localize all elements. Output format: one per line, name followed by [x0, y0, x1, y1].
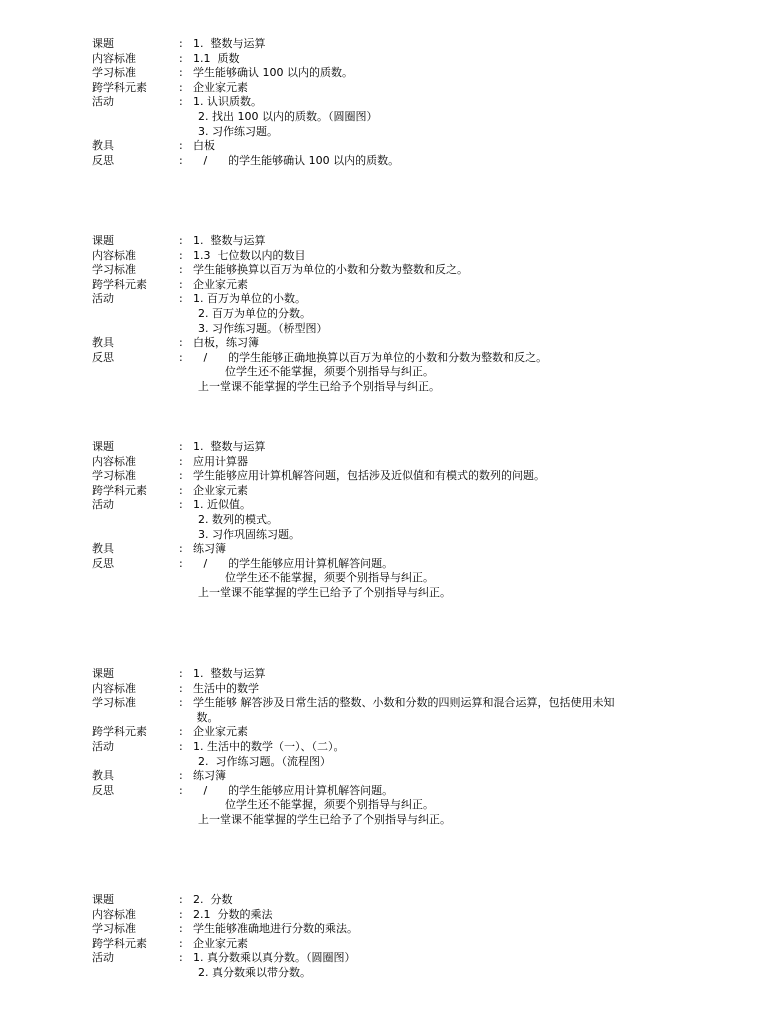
- cross-curricular-label: 跨学科元素: [92, 936, 147, 950]
- activity-row: 活动 : 1. 生活中的数学（一）、（二）。: [92, 740, 712, 755]
- activity-label: 活动: [92, 739, 114, 753]
- activity-item: 3. 习作巩固练习题。: [198, 527, 300, 541]
- cross-curricular-label: 跨学科元素: [92, 80, 147, 94]
- content-standard-value: 应用计算器: [193, 454, 248, 468]
- topic-label: 课题: [92, 37, 114, 50]
- lesson-plan-5: [92, 893, 712, 981]
- reflection-row: 反思 : / 的学生能够正确地换算以百万为单位的小数和分数为整数和反之。: [92, 351, 712, 366]
- content-standard-value: 2.1 分数的乘法: [193, 907, 273, 921]
- cross-curricular-value: 企业家元素: [193, 277, 248, 291]
- topic-row: 课题 : 1. 整数与运算: [92, 440, 712, 455]
- reflection-label: 反思: [92, 350, 114, 364]
- cross-curricular-row: 跨学科元素 : 企业家元素: [92, 484, 712, 499]
- content-standard-label: 内容标准: [92, 248, 136, 262]
- learning-standard-value: 学生能够确认 100 以内的质数。: [193, 66, 353, 80]
- content-standard-label: 内容标准: [92, 907, 136, 921]
- activity-row: 活动 : 1. 近似值。: [92, 498, 712, 513]
- cross-curricular-value: 企业家元素: [193, 483, 248, 497]
- activity-label: 活动: [92, 95, 114, 109]
- reflection-label: 反思: [92, 783, 114, 797]
- cross-curricular-row: 跨学科元素 : 企业家元素: [92, 278, 712, 293]
- content-standard-value: 生活中的数学: [193, 681, 259, 695]
- topic-value: 1. 整数与运算: [193, 667, 266, 680]
- topic-value: 1. 整数与运算: [193, 37, 266, 50]
- learning-standard-label: 学习标准: [92, 696, 136, 710]
- activity-item: 1. 真分数乘以真分数。（圆圈图）: [193, 951, 356, 965]
- cross-curricular-value: 企业家元素: [193, 725, 248, 739]
- topic-label: 课题: [92, 440, 114, 453]
- learning-standard-value: 学生能够 解答涉及日常生活的整数、小数和分数的四则运算和混合运算，包括使用未知: [193, 696, 615, 710]
- learning-standard-row: 学习标准 : 学生能够换算以百万为单位的小数和分数为整数和反之。: [92, 263, 712, 278]
- cross-curricular-value: 企业家元素: [193, 936, 248, 950]
- teaching-aids-row: 教具 : 练习簿: [92, 542, 712, 557]
- learning-standard-row: 学习标准 : 学生能够 解答涉及日常生活的整数、小数和分数的四则运算和混合运算，包括使用未知: [92, 696, 712, 711]
- activity-item: 2. 真分数乘以带分数。: [198, 965, 311, 979]
- lesson-plan-1: [92, 37, 712, 168]
- activity-item: 2. 数列的模式。: [198, 512, 278, 526]
- content-standard-row: 内容标准 : 1.3 七位数以内的数目: [92, 249, 712, 264]
- topic-row: 课题 : 1. 整数与运算: [92, 234, 712, 249]
- reflection-note: 上一堂课不能掌握的学生已给予了个别指导与纠正。: [198, 812, 451, 826]
- reflection-note: 位学生还不能掌握，须要个别指导与纠正。: [225, 571, 434, 585]
- cross-curricular-label: 跨学科元素: [92, 483, 147, 497]
- learning-standard-continuation: 数。: [193, 710, 219, 724]
- content-standard-row: 内容标准 : 1.1 质数: [92, 52, 712, 67]
- reflection-row: 反思 : / 的学生能够应用计算机解答问题。: [92, 784, 712, 799]
- topic-label: 课题: [92, 667, 114, 680]
- content-standard-value: 1.3 七位数以内的数目: [193, 248, 306, 262]
- topic-value: 2. 分数: [193, 893, 233, 906]
- topic-row: 课题 : 1. 整数与运算: [92, 667, 712, 682]
- learning-standard-label: 学习标准: [92, 922, 136, 936]
- learning-standard-value: 学生能够应用计算机解答问题，包括涉及近似值和有模式的数列的问题。: [193, 469, 545, 483]
- topic-value: 1. 整数与运算: [193, 234, 266, 247]
- learning-standard-row: 学习标准 : 学生能够准确地进行分数的乘法。: [92, 922, 712, 937]
- lesson-plan-3: [92, 440, 712, 601]
- reflection-note: 位学生还不能掌握，须要个别指导与纠正。: [225, 365, 434, 379]
- reflection-note: 上一堂课不能掌握的学生已给予个别指导与纠正。: [198, 379, 440, 393]
- content-standard-row: 内容标准 : 2.1 分数的乘法: [92, 908, 712, 923]
- learning-standard-label: 学习标准: [92, 469, 136, 483]
- teaching-aids-value: 白板: [193, 139, 215, 153]
- lesson-plan-2: [92, 234, 712, 395]
- teaching-aids-row: 教具 : 白板: [92, 139, 712, 154]
- teaching-aids-value: 白板，练习簿: [193, 336, 259, 350]
- activity-item: 3. 习作练习题。: [198, 124, 278, 138]
- teaching-aids-label: 教具: [92, 769, 114, 783]
- cross-curricular-label: 跨学科元素: [92, 725, 147, 739]
- activity-label: 活动: [92, 292, 114, 306]
- reflection-note: 上一堂课不能掌握的学生已给予了个别指导与纠正。: [198, 585, 451, 599]
- reflection-value: / 的学生能够正确地换算以百万为单位的小数和分数为整数和反之。: [193, 350, 548, 364]
- cross-curricular-value: 企业家元素: [193, 80, 248, 94]
- learning-standard-value: 学生能够换算以百万为单位的小数和分数为整数和反之。: [193, 263, 468, 277]
- cross-curricular-label: 跨学科元素: [92, 277, 147, 291]
- teaching-aids-value: 练习簿: [193, 769, 226, 783]
- topic-row: 课题 : 1. 整数与运算: [92, 37, 712, 52]
- reflection-value: / 的学生能够确认 100 以内的质数。: [193, 153, 400, 167]
- cross-curricular-row: 跨学科元素 : 企业家元素: [92, 937, 712, 952]
- learning-standard-label: 学习标准: [92, 66, 136, 80]
- content-standard-label: 内容标准: [92, 681, 136, 695]
- cross-curricular-row: 跨学科元素 : 企业家元素: [92, 725, 712, 740]
- teaching-aids-row: 教具 : 白板，练习簿: [92, 336, 712, 351]
- activity-item: 1. 生活中的数学（一）、（二）。: [193, 739, 345, 753]
- content-standard-label: 内容标准: [92, 454, 136, 468]
- reflection-note: 位学生还不能掌握，须要个别指导与纠正。: [225, 798, 434, 812]
- reflection-row: 反思 : / 的学生能够应用计算机解答问题。: [92, 557, 712, 572]
- topic-label: 课题: [92, 234, 114, 247]
- learning-standard-row: 学习标准 : 学生能够确认 100 以内的质数。: [92, 66, 712, 81]
- activity-item: 1. 认识质数。: [193, 95, 262, 109]
- teaching-aids-row: 教具 : 练习簿: [92, 769, 712, 784]
- reflection-value: / 的学生能够应用计算机解答问题。: [193, 783, 394, 797]
- activity-row: 活动 : 1. 百万为单位的小数。: [92, 292, 712, 307]
- teaching-aids-value: 练习簿: [193, 542, 226, 556]
- activity-row: 活动 : 1. 认识质数。: [92, 95, 712, 110]
- activity-label: 活动: [92, 951, 114, 965]
- reflection-label: 反思: [92, 556, 114, 570]
- teaching-aids-label: 教具: [92, 336, 114, 350]
- activity-item: 2. 习作练习题。（流程图）: [198, 754, 331, 768]
- learning-standard-row: 学习标准 : 学生能够应用计算机解答问题，包括涉及近似值和有模式的数列的问题。: [92, 469, 712, 484]
- lesson-plan-4: [92, 667, 712, 828]
- content-standard-label: 内容标准: [92, 51, 136, 65]
- topic-row: 课题 : 2. 分数: [92, 893, 712, 908]
- learning-standard-value: 学生能够准确地进行分数的乘法。: [193, 922, 358, 936]
- reflection-row: 反思 : / 的学生能够确认 100 以内的质数。: [92, 154, 712, 169]
- teaching-aids-label: 教具: [92, 139, 114, 153]
- activity-item: 2. 找出 100 以内的质数。（圆圈图）: [198, 109, 378, 123]
- activity-item: 2. 百万为单位的分数。: [198, 306, 311, 320]
- reflection-label: 反思: [92, 153, 114, 167]
- activity-item: 1. 百万为单位的小数。: [193, 292, 306, 306]
- activity-item: 1. 近似值。: [193, 498, 251, 512]
- content-standard-row: 内容标准 : 生活中的数学: [92, 682, 712, 697]
- teaching-aids-label: 教具: [92, 542, 114, 556]
- reflection-value: / 的学生能够应用计算机解答问题。: [193, 556, 394, 570]
- activity-item: 3. 习作练习题。（桥型图）: [198, 321, 328, 335]
- activity-row: 活动 : 1. 真分数乘以真分数。（圆圈图）: [92, 951, 712, 966]
- content-standard-value: 1.1 质数: [193, 51, 240, 65]
- learning-standard-label: 学习标准: [92, 263, 136, 277]
- cross-curricular-row: 跨学科元素 : 企业家元素: [92, 81, 712, 96]
- content-standard-row: 内容标准 : 应用计算器: [92, 455, 712, 470]
- activity-label: 活动: [92, 498, 114, 512]
- topic-value: 1. 整数与运算: [193, 440, 266, 453]
- topic-label: 课题: [92, 893, 114, 906]
